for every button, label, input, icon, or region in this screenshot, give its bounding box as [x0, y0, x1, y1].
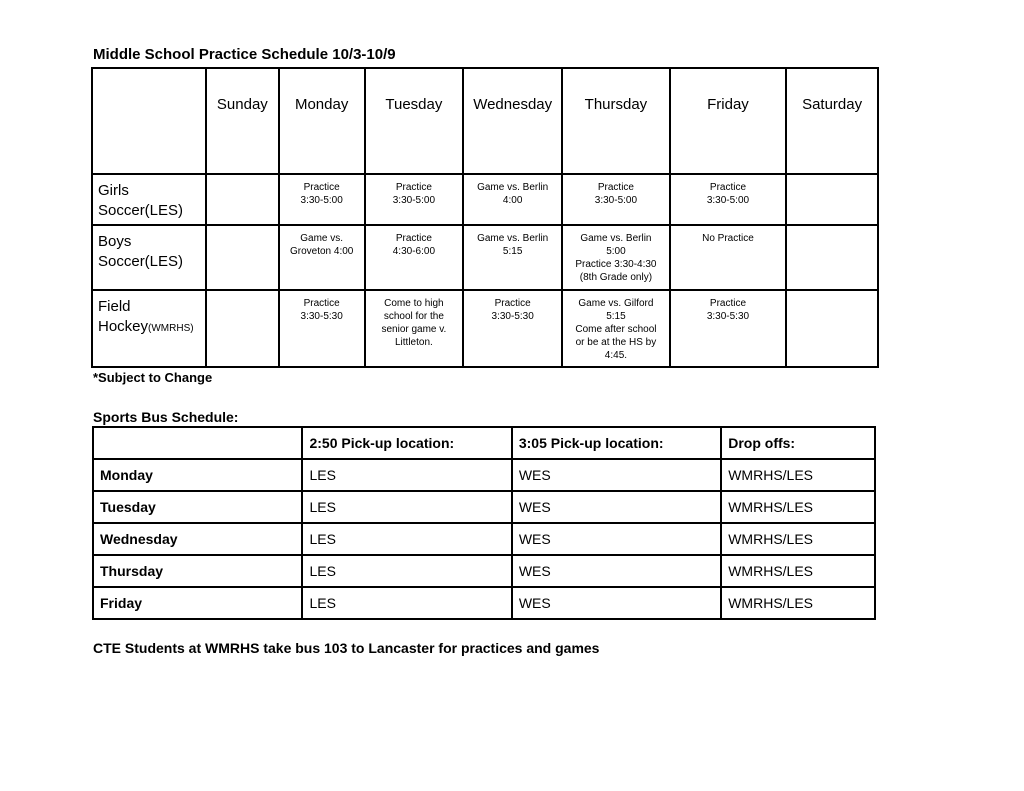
bus-value-cell: LES: [302, 523, 511, 555]
schedule-cell-thursday: [562, 174, 670, 225]
schedule-cell-thursday: [562, 290, 670, 367]
bus-header-cell: [93, 427, 302, 459]
schedule-cell-friday: [670, 290, 786, 367]
bus-value-cell: WMRHS/LES: [721, 491, 875, 523]
day-header-monday: Monday: [279, 68, 365, 174]
schedule-cell-thursday: [562, 225, 670, 290]
day-header-saturday: Saturday: [786, 68, 878, 174]
bus-schedule-title: Sports Bus Schedule:: [93, 409, 239, 425]
schedule-cell-monday: [279, 174, 365, 225]
schedule-cell-sunday: [206, 290, 279, 367]
schedule-cell-line: 4:00: [502, 195, 523, 206]
sport-row: [92, 290, 878, 367]
schedule-cell-line: (8th Grade only): [579, 272, 653, 283]
schedule-cell-wednesday: [463, 225, 562, 290]
bus-schedule-table: [92, 426, 876, 620]
schedule-cell-wednesday: [463, 290, 562, 367]
day-header-tuesday: Tuesday: [365, 68, 464, 174]
sport-name-suffix: (WMRHS): [148, 323, 194, 334]
schedule-cell-line: 3:30-5:00: [706, 195, 750, 206]
sport-name-line: Boys: [98, 233, 132, 250]
schedule-cell-line: Game vs. Berlin: [580, 233, 652, 244]
schedule-cell-line: Come after school: [575, 324, 657, 335]
schedule-cell-sunday: [206, 225, 279, 290]
schedule-cell-line: senior game v.: [381, 324, 447, 335]
sport-name-cell: [92, 225, 206, 290]
practice-header-row: [92, 68, 878, 174]
sport-row: [92, 174, 878, 225]
schedule-cell-wednesday: [463, 174, 562, 225]
schedule-cell-line: Practice: [494, 298, 531, 309]
schedule-cell-line: Game vs. Berlin: [477, 182, 549, 193]
page-title: Middle School Practice Schedule 10/3-10/9: [93, 46, 396, 63]
sport-name-line: Soccer(LES): [98, 253, 184, 270]
schedule-cell-line: 3:30-5:30: [491, 311, 534, 322]
day-header-sunday: Sunday: [206, 68, 279, 174]
bus-value-cell: WES: [512, 459, 721, 491]
bus-value-cell: WMRHS/LES: [721, 555, 875, 587]
bus-row: [93, 587, 875, 619]
schedule-cell-line: school for the: [383, 311, 444, 322]
bus-day-cell: Wednesday: [93, 523, 302, 555]
bus-day-cell: Thursday: [93, 555, 302, 587]
sport-name-line: Hockey: [98, 318, 149, 335]
bus-value-cell: WES: [512, 555, 721, 587]
schedule-cell-line: 3:30-5:00: [594, 195, 638, 206]
bus-value-cell: LES: [302, 459, 511, 491]
schedule-cell-line: 5:15: [606, 311, 626, 322]
schedule-cell-tuesday: [365, 225, 464, 290]
bus-header-row: [93, 427, 875, 459]
schedule-cell-line: Practice: [395, 182, 432, 193]
schedule-cell-line: 5:00: [606, 246, 626, 257]
schedule-cell-line: 4:45.: [604, 350, 628, 361]
schedule-cell-line: Littleton.: [394, 337, 433, 348]
bus-day-cell: Monday: [93, 459, 302, 491]
sport-name-line: Soccer(LES): [98, 202, 184, 219]
bus-value-cell: WES: [512, 523, 721, 555]
day-header-friday: Friday: [670, 68, 786, 174]
bus-header-cell: 2:50 Pick-up location:: [302, 427, 511, 459]
bus-value-cell: WMRHS/LES: [721, 587, 875, 619]
bus-row: [93, 523, 875, 555]
day-header-thursday: Thursday: [562, 68, 670, 174]
schedule-cell-friday: [670, 225, 786, 290]
day-header-wednesday: Wednesday: [463, 68, 562, 174]
bus-value-cell: WES: [512, 587, 721, 619]
schedule-cell-saturday: [786, 174, 878, 225]
schedule-cell-line: 3:30-5:30: [300, 311, 343, 322]
bus-day-cell: Friday: [93, 587, 302, 619]
schedule-cell-line: Practice: [303, 298, 340, 309]
bus-value-cell: LES: [302, 555, 511, 587]
schedule-cell-sunday: [206, 174, 279, 225]
bus-row: [93, 459, 875, 491]
schedule-cell-line: Practice 3:30-4:30: [575, 259, 657, 270]
schedule-cell-tuesday: [365, 290, 464, 367]
schedule-cell-line: No Practice: [702, 233, 754, 244]
sport-name-line: Field: [98, 298, 131, 315]
schedule-cell-line: or be at the HS by: [575, 337, 657, 348]
schedule-cell-tuesday: [365, 174, 464, 225]
schedule-cell-line: Practice: [709, 298, 747, 309]
bus-header-cell: 3:05 Pick-up location:: [512, 427, 721, 459]
bus-row: [93, 491, 875, 523]
schedule-cell-line: Practice: [597, 182, 634, 193]
subject-to-change-note: *Subject to Change: [93, 370, 213, 385]
schedule-cell-line: Practice: [303, 182, 340, 193]
schedule-cell-line: Game vs.: [300, 233, 344, 244]
schedule-cell-line: Practice: [395, 233, 432, 244]
bus-value-cell: WES: [512, 491, 721, 523]
cte-note: CTE Students at WMRHS take bus 103 to Lancaster for practices and games: [93, 640, 600, 656]
schedule-cell-line: 3:30-5:30: [706, 311, 750, 322]
schedule-cell-monday: [279, 290, 365, 367]
schedule-cell-line: 3:30-5:00: [392, 195, 436, 206]
schedule-cell-line: 3:30-5:00: [300, 195, 343, 206]
schedule-cell-line: 5:15: [502, 246, 523, 257]
practice-schedule-table: [91, 67, 879, 368]
schedule-cell-monday: [279, 225, 365, 290]
bus-value-cell: WMRHS/LES: [721, 523, 875, 555]
schedule-cell-line: Game vs. Gilford: [578, 298, 654, 309]
schedule-cell-line: Practice: [709, 182, 747, 193]
bus-row: [93, 555, 875, 587]
bus-value-cell: WMRHS/LES: [721, 459, 875, 491]
bus-value-cell: LES: [302, 491, 511, 523]
bus-day-cell: Tuesday: [93, 491, 302, 523]
bus-value-cell: LES: [302, 587, 511, 619]
schedule-cell-friday: [670, 174, 786, 225]
sport-name-cell: [92, 174, 206, 225]
schedule-cell-line: Come to high: [384, 298, 444, 309]
sport-name-line: Girls: [98, 182, 129, 199]
schedule-cell-line: Groveton 4:00: [289, 246, 354, 257]
schedule-cell-saturday: [786, 225, 878, 290]
schedule-cell-saturday: [786, 290, 878, 367]
corner-header-cell: [92, 68, 206, 174]
schedule-cell-line: 4:30-6:00: [392, 246, 436, 257]
sport-name-cell: [92, 290, 206, 367]
bus-header-cell: Drop offs:: [721, 427, 875, 459]
schedule-cell-line: Game vs. Berlin: [477, 233, 549, 244]
sport-row: [92, 225, 878, 290]
